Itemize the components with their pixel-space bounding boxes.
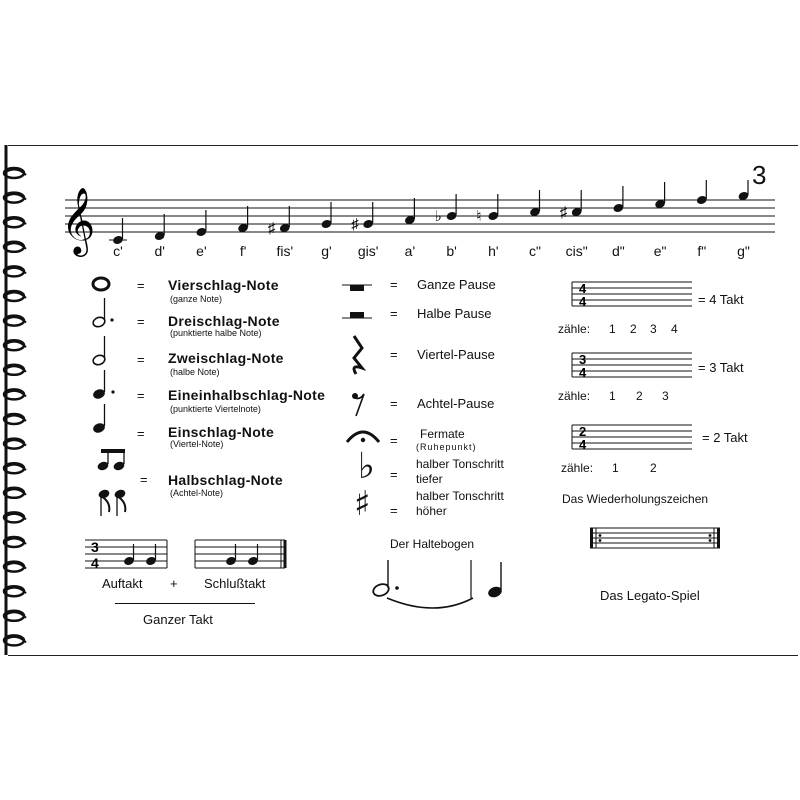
quarter-note-icon [92, 404, 106, 434]
note-value-sub: (ganze Note) [170, 294, 223, 304]
time-sig-label: = 4 Takt [698, 292, 744, 307]
repeat-sign-label: Das Wiederholungszeichen [562, 492, 709, 506]
treble-clef-icon: 𝄞 [61, 188, 96, 253]
note-name: cis" [565, 243, 588, 259]
note-value-sub: (punktierte halbe Note) [170, 328, 262, 338]
page-number: 3 [752, 160, 767, 190]
count-label: zähle: [561, 461, 594, 475]
rest-name: Ganze Pause [417, 277, 496, 292]
note-name: fis' [276, 243, 294, 259]
scale-note [529, 190, 541, 217]
scale-note [351, 202, 374, 233]
half-rest-icon [342, 312, 372, 318]
scale-note [738, 180, 750, 201]
flat-icon: ♭ [358, 446, 375, 487]
time-signature-staff [572, 352, 692, 380]
schlusstakt-label: Schlußtakt [204, 576, 266, 591]
haltebogen-label: Der Haltebogen [390, 537, 475, 551]
time-sig-label: = 3 Takt [698, 360, 744, 375]
svg-text:♯: ♯ [351, 216, 359, 233]
svg-text:4: 4 [579, 294, 587, 309]
page-bottom-edge [8, 655, 798, 656]
bracket-line [115, 603, 255, 604]
legato-label: Das Legato-Spiel [600, 588, 700, 603]
eighth-rest-icon [352, 393, 364, 416]
count-number: 3 [662, 389, 669, 403]
accidental-line1: halber Tonschritt [416, 457, 504, 471]
scale-note [476, 194, 499, 225]
scale-note [404, 198, 416, 225]
note-name: c' [113, 243, 123, 259]
equals-sign: = [137, 352, 145, 367]
note-name: g" [737, 243, 750, 259]
count-number: 2 [636, 389, 643, 403]
svg-text:3: 3 [579, 352, 587, 367]
note-name: g' [321, 243, 332, 259]
time-signature-staff [572, 281, 692, 309]
equals-sign: = [137, 278, 145, 293]
count-label: zähle: [558, 389, 591, 403]
scale-note [237, 206, 249, 233]
svg-text:♯: ♯ [559, 204, 568, 221]
count-number: 4 [671, 322, 678, 336]
note-name: f" [697, 243, 707, 259]
note-name: h' [488, 243, 499, 259]
equals-sign: = [390, 396, 398, 411]
note-value-sub: (Achtel-Note) [170, 488, 224, 498]
note-value-name: Vierschlag-Note [168, 277, 279, 293]
time-signature-staff [572, 424, 692, 452]
count-number: 1 [612, 461, 619, 475]
scale-note [654, 182, 666, 209]
svg-text:4: 4 [579, 365, 587, 380]
equals-sign: = [137, 426, 145, 441]
note-name: e' [196, 243, 207, 259]
note-value-sub: (punktierte Viertelnote) [170, 404, 261, 414]
note-value-name: Einschlag-Note [168, 424, 275, 440]
svg-text:3: 3 [91, 539, 99, 555]
equals-sign: = [137, 314, 145, 329]
svg-text:♮: ♮ [476, 208, 482, 225]
dotted-half-note-icon [92, 298, 114, 328]
auftakt-label: Auftakt [102, 576, 143, 591]
svg-text:4: 4 [579, 281, 587, 296]
accidental-line2: tiefer [416, 472, 443, 486]
svg-text:♭: ♭ [434, 208, 442, 225]
half-note-icon [92, 336, 106, 366]
note-value-name: Halbschlag-Note [168, 472, 283, 488]
svg-text:4: 4 [91, 555, 99, 571]
rest-name: Achtel-Pause [417, 396, 495, 411]
count-number: 2 [630, 322, 637, 336]
equals-sign: = [390, 467, 398, 482]
note-value-sub: (halbe Note) [170, 367, 220, 377]
scale-note [435, 194, 458, 225]
count-number: 3 [650, 322, 657, 336]
rest-name: Halbe Pause [417, 306, 492, 321]
svg-text:4: 4 [579, 437, 587, 452]
haltebogen-illustration [365, 558, 525, 628]
note-name: c" [529, 243, 541, 259]
whole-rest-icon [342, 285, 372, 291]
eighth-notes-icon [96, 449, 126, 516]
note-value-name: Zweischlag-Note [168, 350, 284, 366]
equals-sign: = [137, 388, 145, 403]
ganzer-takt-label: Ganzer Takt [143, 612, 213, 627]
equals-sign: = [140, 472, 148, 487]
note-name: a' [404, 243, 416, 259]
equals-sign: = [390, 433, 398, 448]
fermata-sub: (Ruhepunkt) [416, 442, 477, 452]
svg-text:♯: ♯ [267, 220, 276, 237]
quarter-rest-icon [354, 336, 362, 374]
equals-sign: = [390, 347, 398, 362]
note-name: d' [154, 243, 165, 259]
count-label: zähle: [558, 322, 591, 336]
note-value-name: Eineinhalbschlag-Note [168, 387, 326, 403]
spiral-binding [0, 145, 60, 665]
note-name: gis' [357, 243, 379, 259]
note-name: d" [612, 243, 625, 259]
note-value-name: Dreischlag-Note [168, 313, 280, 329]
scale-note [154, 214, 166, 241]
whole-note-icon [93, 278, 109, 290]
note-name: b' [446, 243, 457, 259]
note-name: f' [239, 243, 247, 259]
fermata-icon [345, 424, 385, 448]
repeat-sign-icon [588, 520, 728, 560]
equals-sign: = [390, 277, 398, 292]
dotted-quarter-note-icon [92, 370, 115, 400]
accidental-line1: halber Tonschritt [416, 489, 504, 503]
count-number: 1 [609, 389, 616, 403]
equals-sign: = [390, 503, 398, 518]
note-name: e" [653, 243, 667, 259]
note-value-sub: (Viertel-Note) [170, 439, 224, 449]
auftakt-staff [85, 530, 295, 580]
accidental-line2: höher [416, 504, 447, 518]
plus-sign: + [170, 576, 178, 591]
svg-text:2: 2 [579, 424, 587, 439]
fermata-name: Fermate [420, 427, 465, 441]
rest-name: Viertel-Pause [417, 347, 495, 362]
page-top-edge [8, 145, 798, 146]
scale-note [696, 180, 708, 205]
count-number: 1 [609, 322, 616, 336]
count-number: 2 [650, 461, 657, 475]
time-signature-staffs [570, 280, 700, 460]
equals-sign: = [390, 306, 398, 321]
sharp-icon: ♯ [354, 484, 371, 524]
time-sig-label: = 2 Takt [702, 430, 748, 445]
